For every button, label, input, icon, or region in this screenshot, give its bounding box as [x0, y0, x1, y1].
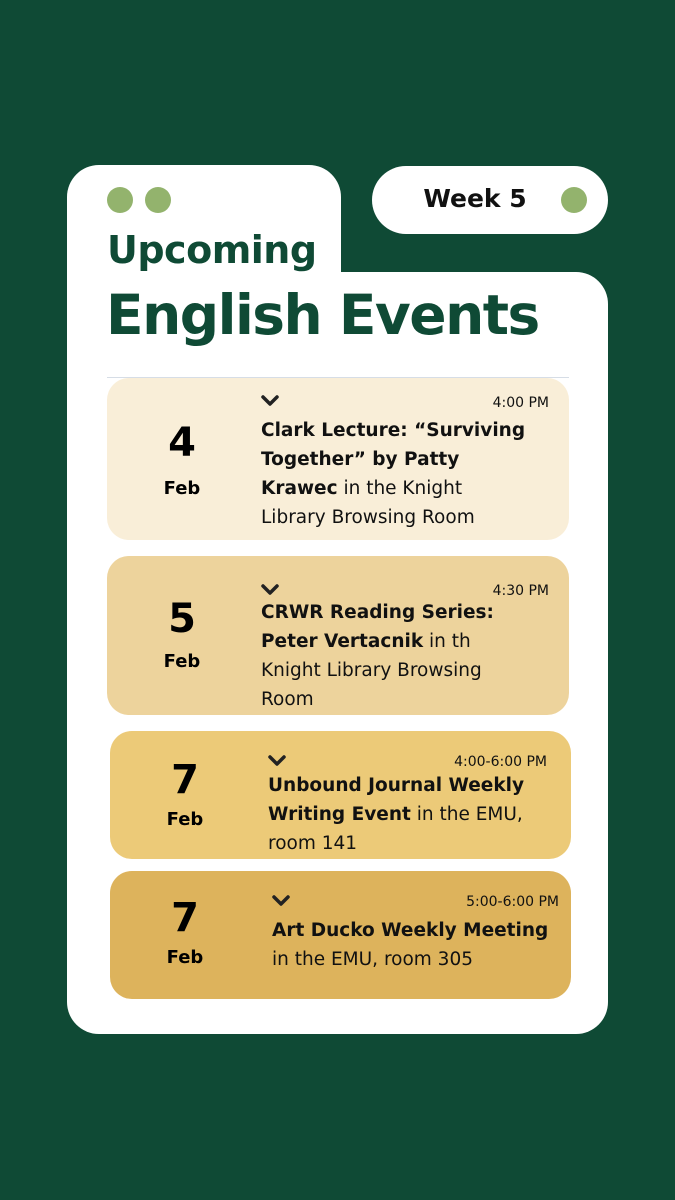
event-item[interactable]	[110, 731, 571, 859]
event-title: Clark Lecture: “Surviving	[261, 420, 526, 441]
event-date	[107, 378, 257, 540]
event-item[interactable]	[107, 556, 569, 715]
decorative-dot	[107, 187, 133, 213]
event-title: Krawec	[261, 478, 338, 499]
chevron-down-icon[interactable]	[272, 894, 290, 908]
event-day: 5	[168, 596, 196, 642]
event-month: Feb	[166, 809, 204, 830]
event-time: 4:30 PM	[492, 583, 549, 599]
event-month: Feb	[163, 651, 201, 672]
event-item[interactable]	[107, 378, 569, 540]
page-subtitle: Upcoming	[107, 228, 317, 272]
event-location: in the EMU,	[410, 804, 523, 825]
chevron-down-icon[interactable]	[268, 754, 286, 768]
event-location: Knight Library Browsing	[261, 660, 482, 681]
event-day: 7	[171, 895, 199, 941]
event-location: Room	[261, 689, 314, 710]
event-title: CRWR Reading Series:	[261, 602, 494, 623]
event-month: Feb	[163, 478, 201, 499]
event-date	[110, 731, 260, 859]
event-time: 5:00-6:00 PM	[466, 894, 559, 910]
event-title: Together” by Patty	[261, 449, 460, 470]
chevron-down-icon[interactable]	[261, 583, 279, 597]
event-description	[261, 416, 561, 532]
decorative-dot	[145, 187, 171, 213]
event-title: Unbound Journal Weekly	[268, 775, 525, 796]
chevron-down-icon[interactable]	[261, 394, 279, 408]
page-title: English Events	[106, 283, 539, 347]
week-label: Week 5	[423, 184, 527, 213]
event-description	[268, 771, 564, 858]
event-location: room 141	[268, 833, 358, 854]
event-day: 7	[171, 757, 199, 803]
event-title: Writing Event	[268, 804, 411, 825]
event-date	[110, 871, 260, 999]
event-description	[272, 916, 564, 974]
event-item[interactable]	[110, 871, 571, 999]
event-day: 4	[168, 420, 196, 466]
event-description	[261, 598, 561, 714]
decorative-dot	[561, 187, 587, 213]
event-title: Peter Vertacnik	[261, 631, 424, 652]
event-location: in the EMU, room 305	[272, 949, 473, 970]
event-title: Art Ducko Weekly Meeting	[272, 920, 549, 941]
event-location: in the Knight	[337, 478, 463, 499]
event-time: 4:00-6:00 PM	[454, 754, 547, 770]
event-time: 4:00 PM	[492, 395, 549, 411]
event-month: Feb	[166, 947, 204, 968]
event-location: in th	[423, 631, 471, 652]
event-location: Library Browsing Room	[261, 507, 475, 528]
event-date	[107, 556, 257, 715]
